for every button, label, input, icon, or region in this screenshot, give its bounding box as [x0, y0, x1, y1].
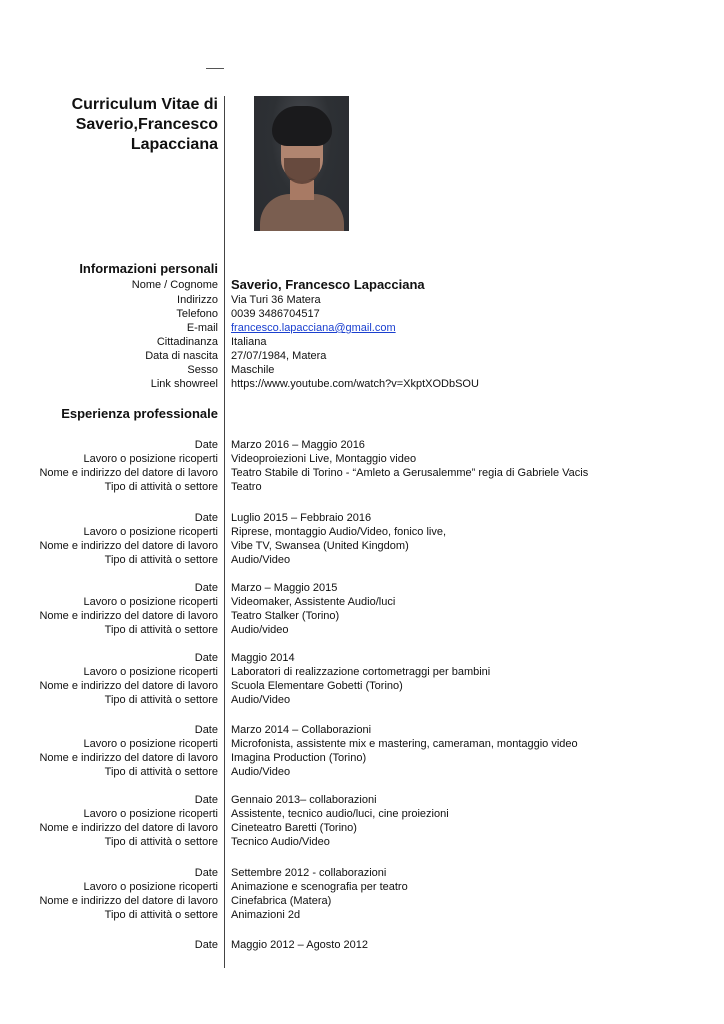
experience-sector: Animazioni 2d [231, 909, 301, 921]
experience-sector-row [0, 693, 724, 707]
experience-employer-row [0, 466, 724, 480]
experience-employer: Teatro Stabile di Torino - “Amleto a Gerusalemme” regia di Gabriele Vacis [231, 467, 589, 479]
employer-label: Nome e indirizzo del datore di lavoro [39, 895, 218, 907]
experience-employer: Vibe TV, Swansea (United Kingdom) [231, 540, 409, 552]
experience-sector: Audio/Video [231, 766, 291, 778]
experience-date: Marzo 2016 – Maggio 2016 [231, 439, 365, 451]
personal-row-address [0, 293, 724, 307]
experience-date: Maggio 2012 – Agosto 2012 [231, 939, 369, 951]
showreel-label: Link showreel [150, 378, 218, 390]
experience-job-row [0, 737, 724, 751]
email-label: E-mail [186, 322, 218, 334]
experience-job: Assistente, tecnico audio/luci, cine proiezioni [231, 808, 449, 820]
date-label: Date [194, 867, 218, 879]
experience-date-row [0, 723, 724, 737]
experience-job: Videomaker, Assistente Audio/luci [231, 596, 396, 608]
personal-row-phone [0, 307, 724, 321]
experience-sector-row [0, 553, 724, 567]
experience-sector: Teatro [231, 481, 262, 493]
experience-employer-row [0, 679, 724, 693]
experience-job-row [0, 452, 724, 466]
job-label: Lavoro o posizione ricoperti [83, 453, 218, 465]
experience-date: Luglio 2015 – Febbraio 2016 [231, 512, 372, 524]
personal-row-name [0, 278, 724, 292]
sector-label: Tipo di attività o settore [104, 624, 218, 636]
experience-date: Marzo 2014 – Collaborazioni [231, 724, 372, 736]
experience-sector: Audio/video [231, 624, 289, 636]
top-rule [206, 68, 224, 69]
showreel-link[interactable]: https://www.youtube.com/watch?v=XkptXODbSOU [231, 378, 479, 390]
experience-sector: Audio/Video [231, 554, 291, 566]
experience-employer: Teatro Stalker (Torino) [231, 610, 340, 622]
experience-employer-row [0, 751, 724, 765]
experience-job-row [0, 880, 724, 894]
experience-sector-row [0, 623, 724, 637]
personal-row-sex [0, 363, 724, 377]
employer-label: Nome e indirizzo del datore di lavoro [39, 610, 218, 622]
address-value: Via Turi 36 Matera [231, 294, 321, 306]
employer-label: Nome e indirizzo del datore di lavoro [39, 680, 218, 692]
experience-job-row [0, 595, 724, 609]
cv-title: Curriculum Vitae di Saverio,Francesco Lapacciana [71, 96, 218, 153]
personal-row-citizenship [0, 335, 724, 349]
personal-row-showreel [0, 377, 724, 391]
experience-sector-row [0, 835, 724, 849]
sector-label: Tipo di attività o settore [104, 909, 218, 921]
date-label: Date [194, 724, 218, 736]
job-label: Lavoro o posizione ricoperti [83, 808, 218, 820]
phone-value: 0039 3486704517 [231, 308, 320, 320]
job-label: Lavoro o posizione ricoperti [83, 738, 218, 750]
experience-job-row [0, 665, 724, 679]
experience-sector-row [0, 765, 724, 779]
experience-employer-row [0, 894, 724, 908]
experience-job: Videoproiezioni Live, Montaggio video [231, 453, 417, 465]
job-label: Lavoro o posizione ricoperti [83, 596, 218, 608]
sector-label: Tipo di attività o settore [104, 766, 218, 778]
employer-label: Nome e indirizzo del datore di lavoro [39, 540, 218, 552]
experience-job: Microfonista, assistente mix e mastering, cameraman, montaggio video [231, 738, 578, 750]
sector-label: Tipo di attività o settore [104, 836, 218, 848]
date-label: Date [194, 582, 218, 594]
experience-date: Maggio 2014 [231, 652, 295, 664]
experience-sector: Tecnico Audio/Video [231, 836, 330, 848]
experience-job-row [0, 807, 724, 821]
name-label: Nome / Cognome [131, 279, 218, 291]
personal-row-birth [0, 349, 724, 363]
experience-job: Laboratori di realizzazione cortometraggi per bambini [231, 666, 491, 678]
experience-date-row [0, 938, 724, 952]
experience-employer-row [0, 539, 724, 553]
experience-date: Marzo – Maggio 2015 [231, 582, 338, 594]
email-link[interactable]: francesco.lapacciana@gmail.com [231, 322, 396, 334]
job-label: Lavoro o posizione ricoperti [83, 881, 218, 893]
experience-employer-row [0, 821, 724, 835]
employer-label: Nome e indirizzo del datore di lavoro [39, 752, 218, 764]
personal-row-email [0, 321, 724, 335]
experience-date-row [0, 581, 724, 595]
experience-employer: Scuola Elementare Gobetti (Torino) [231, 680, 403, 692]
date-label: Date [194, 439, 218, 451]
address-label: Indirizzo [177, 294, 218, 306]
experience-date: Settembre 2012 - collaborazioni [231, 867, 387, 879]
experience-employer-row [0, 609, 724, 623]
date-label: Date [194, 652, 218, 664]
sex-value: Maschile [231, 364, 275, 376]
experience-job: Riprese, montaggio Audio/Video, fonico live, [231, 526, 447, 538]
experience-date-row [0, 866, 724, 880]
experience-sector-row [0, 908, 724, 922]
sector-label: Tipo di attività o settore [104, 694, 218, 706]
experience-job: Animazione e scenografia per teatro [231, 881, 408, 893]
experience-job-row [0, 525, 724, 539]
employer-label: Nome e indirizzo del datore di lavoro [39, 467, 218, 479]
phone-label: Telefono [176, 308, 218, 320]
experience-date-row [0, 438, 724, 452]
citizenship-value: Italiana [231, 336, 267, 348]
birth-value: 27/07/1984, Matera [231, 350, 327, 362]
date-label: Date [194, 512, 218, 524]
date-label: Date [194, 794, 218, 806]
full-name: Saverio, Francesco Lapacciana [231, 277, 425, 292]
sex-label: Sesso [187, 364, 218, 376]
sector-label: Tipo di attività o settore [104, 554, 218, 566]
experience-sector: Audio/Video [231, 694, 291, 706]
experience-date: Gennaio 2013– collaborazioni [231, 794, 377, 806]
section-experience-heading: Esperienza professionale [61, 406, 218, 421]
experience-employer: Cinefabrica (Matera) [231, 895, 332, 907]
citizenship-label: Cittadinanza [156, 336, 218, 348]
job-label: Lavoro o posizione ricoperti [83, 666, 218, 678]
experience-employer: Cineteatro Baretti (Torino) [231, 822, 357, 834]
profile-photo [254, 96, 349, 231]
job-label: Lavoro o posizione ricoperti [83, 526, 218, 538]
experience-date-row [0, 651, 724, 665]
date-label: Date [194, 939, 218, 951]
experience-employer: Imagina Production (Torino) [231, 752, 367, 764]
experience-sector-row [0, 480, 724, 494]
sector-label: Tipo di attività o settore [104, 481, 218, 493]
section-personal-heading: Informazioni personali [79, 261, 218, 276]
birth-label: Data di nascita [145, 350, 218, 362]
experience-date-row [0, 793, 724, 807]
experience-date-row [0, 511, 724, 525]
employer-label: Nome e indirizzo del datore di lavoro [39, 822, 218, 834]
